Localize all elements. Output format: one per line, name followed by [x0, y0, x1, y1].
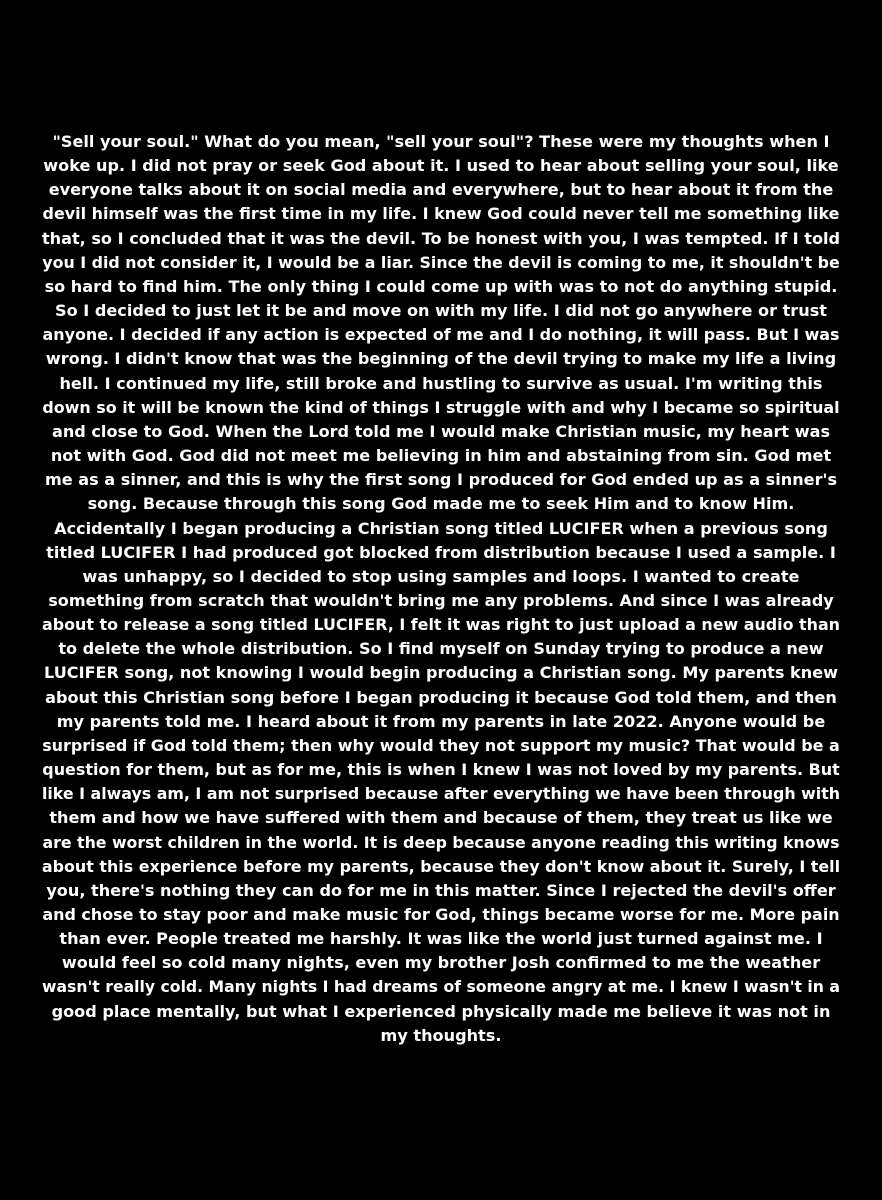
text-line: surprised if God told them; then why would they not support my music? That would be a — [42, 735, 840, 755]
text-line: question for them, but as for me, this is when I knew I was not loved by my parents. But — [42, 760, 840, 780]
text-line: are the worst children in the world. It is deep because anyone reading this writing knows — [42, 832, 840, 852]
text-line: good place mentally, but what I experienced physically made me believe it was not in — [51, 1001, 831, 1021]
text-line: so hard to find him. The only thing I could come up with was to not do anything stupid. — [44, 276, 838, 296]
text-line: you I did not consider it, I would be a liar. Since the devil is coming to me, it shouldn't be — [42, 252, 840, 272]
text-line: you, there's nothing they can do for me in this matter. Since I rejected the devil's offer — [46, 880, 836, 900]
text-line: and chose to stay poor and make music for God, things became worse for me. More pain — [42, 905, 840, 924]
text-line: titled LUCIFER I had produced got blocked from distribution because I used a sample. I — [46, 542, 836, 562]
story-text-block — [40, 130, 842, 1048]
text-line: was unhappy, so I decided to stop using samples and loops. I wanted to create — [82, 566, 800, 586]
text-line: LUCIFER song, not knowing I would begin producing a Christian song. My parents knew — [44, 663, 838, 683]
text-line: that, so I concluded that it was the devil. To be honest with you, I was tempted. If I told — [41, 228, 841, 248]
text-line: So I decided to just let it be and move on with my life. I did not go anywhere or trust — [55, 301, 827, 321]
text-line: my thoughts. — [380, 1025, 502, 1045]
text-line: to delete the whole distribution. So I find myself on Sunday trying to produce a new — [58, 639, 824, 659]
text-line: anyone. I decided if any action is expected of me and I do nothing, it will pass. But I was — [42, 325, 840, 345]
text-line: Accidentally I began producing a Christian song titled LUCIFER when a previous song — [54, 518, 828, 538]
text-line: something from scratch that wouldn't bring me any problems. And since I was already — [48, 590, 834, 610]
text-line: about this experience before my parents, because they don't know about it. Surely, I tell — [41, 856, 841, 876]
text-line: and close to God. When the Lord told me I would make Christian music, my heart was — [51, 421, 831, 441]
text-line: down so it will be known the kind of things I struggle with and why I became so spiritual — [42, 397, 840, 417]
text-line: song. Because through this song God made me to seek Him and to know Him. — [87, 494, 795, 514]
text-line: hell. I continued my life, still broke and hustling to survive as usual. I'm writing this — [59, 373, 823, 393]
text-line: everyone talks about it on social media and everywhere, but to hear about it from the — [48, 180, 834, 200]
text-line: than ever. People treated me harshly. It was like the world just turned against me. I — [59, 929, 823, 949]
text-line: me as a sinner, and this is why the first song I produced for God ended up as a sinner's — [44, 470, 838, 490]
text-line: wrong. I didn't know that was the beginning of the devil trying to make my life a living — [45, 349, 837, 369]
text-line: not with God. God did not meet me believing in him and abstaining from sin. God met — [50, 446, 832, 466]
text-line: my parents told me. I heard about it from my parents in late 2022. Anyone would be — [56, 711, 826, 731]
text-line: about to release a song titled LUCIFER, I felt it was right to just upload a new audio than — [42, 615, 840, 635]
text-line: "Sell your soul." What do you mean, "sell your soul"? These were my thoughts when I — [52, 132, 830, 151]
text-line: like I always am, I am not surprised because after everything we have been through with — [41, 784, 841, 804]
text-line: wasn't really cold. Many nights I had dreams of someone angry at me. I knew I wasn't in a — [42, 977, 840, 997]
text-line: devil himself was the first time in my life. I knew God could never tell me something like — [42, 204, 840, 224]
text-line: would feel so cold many nights, even my brother Josh confirmed to me the weather — [61, 953, 821, 973]
text-line: about this Christian song before I began producing it because God told them, and then — [45, 687, 837, 707]
text-line: woke up. I did not pray or seek God about it. I used to hear about selling your soul, like — [43, 156, 839, 176]
text-line: them and how we have suffered with them and because of them, they treat us like we — [49, 808, 833, 828]
